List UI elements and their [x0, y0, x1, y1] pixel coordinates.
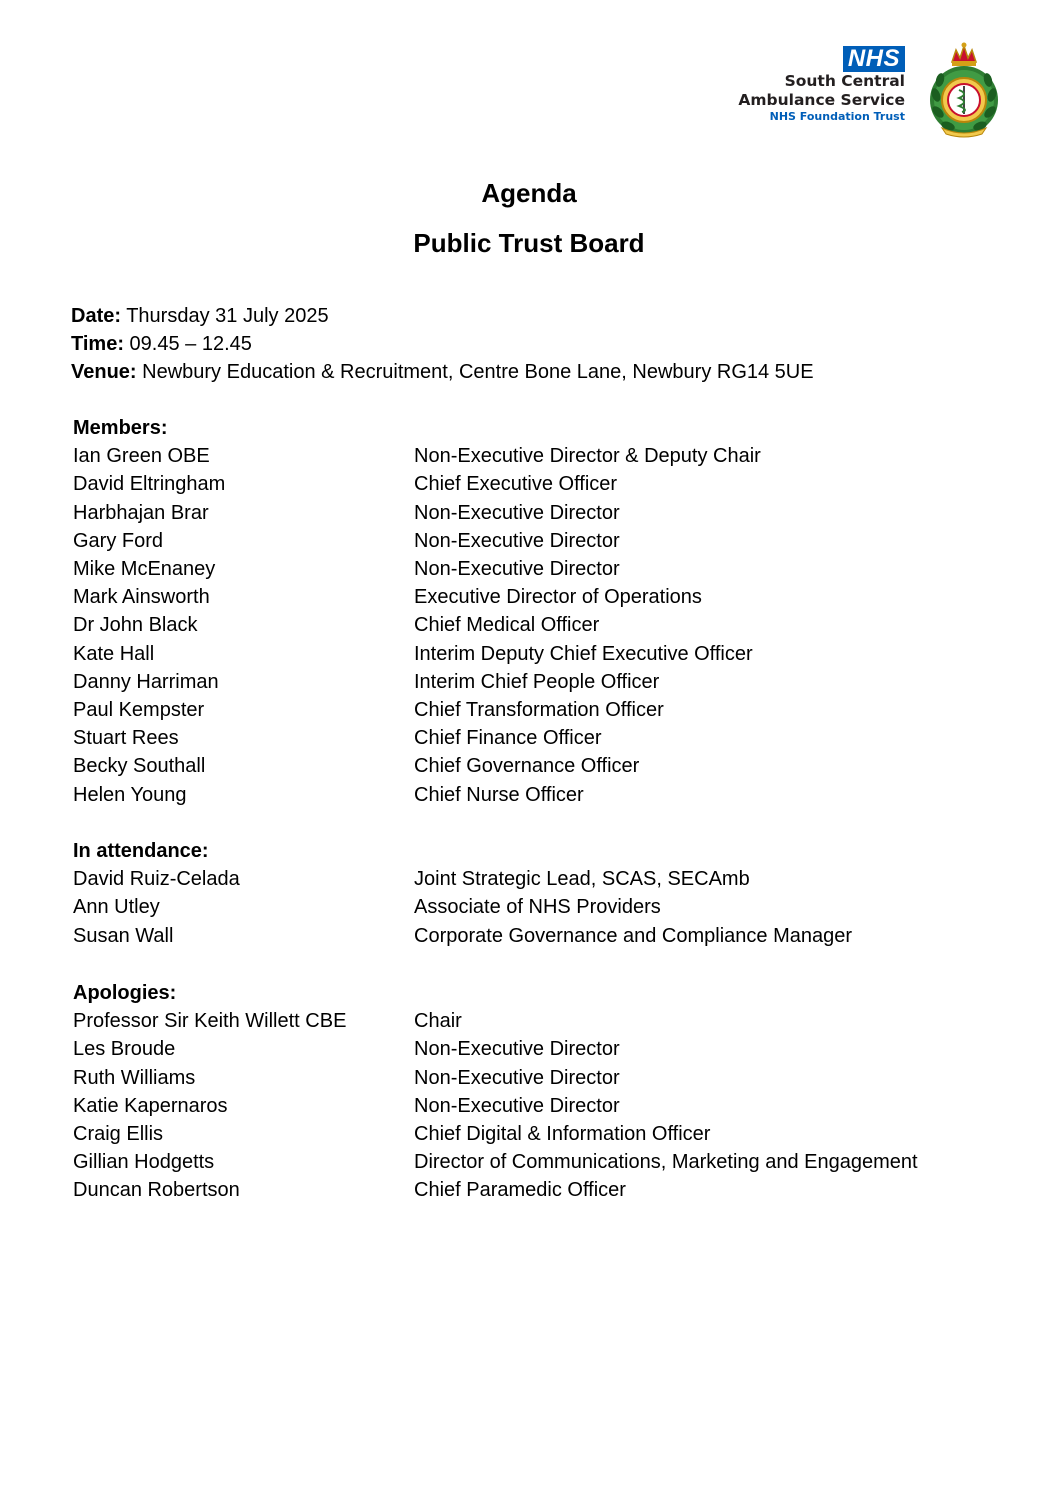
date-value: Thursday 31 July 2025: [126, 305, 329, 327]
document-title: Agenda: [481, 178, 577, 208]
person-role: Chief Paramedic Officer: [414, 1179, 626, 1202]
person-role: Executive Director of Operations: [414, 586, 702, 609]
person-name: Gary Ford: [73, 529, 164, 552]
person-role: Non-Executive Director: [414, 1094, 620, 1117]
person-name: Katie Kapernaros: [73, 1094, 228, 1117]
section-heading: In attendance:: [73, 840, 209, 862]
org-name-line1: South Central: [784, 72, 905, 90]
list-item: [73, 724, 1013, 752]
list-item: [73, 1092, 1013, 1120]
person-role: Joint Strategic Lead, SCAS, SECAmb: [414, 868, 750, 891]
person-name: Gillian Hodgetts: [73, 1151, 215, 1174]
person-name: Susan Wall: [73, 924, 174, 947]
meeting-date: [71, 302, 329, 330]
person-name: Stuart Rees: [73, 727, 179, 750]
person-role: Non-Executive Director: [414, 1038, 620, 1061]
person-name: Mike McEnaney: [73, 558, 216, 581]
apologies-list: [73, 1007, 1013, 1204]
meeting-time: [71, 330, 252, 358]
person-name: Harbhajan Brar: [73, 501, 209, 524]
list-item: [73, 470, 1013, 498]
person-role: Director of Communications, Marketing and Engagement: [414, 1151, 918, 1174]
person-role: Chief Transformation Officer: [414, 699, 664, 722]
person-role: Interim Deputy Chief Executive Officer: [414, 642, 753, 665]
list-item: [73, 555, 1013, 583]
list-item: [73, 527, 1013, 555]
person-name: David Eltringham: [73, 473, 226, 496]
venue-value: Newbury Education & Recruitment, Centre Bone Lane, Newbury RG14 5UE: [142, 361, 814, 383]
person-name: Helen Young: [73, 783, 187, 806]
list-item: [73, 668, 1013, 696]
attendance-list: [73, 865, 1013, 950]
time-label: Time:: [71, 333, 124, 355]
person-name: Ruth Williams: [73, 1066, 196, 1089]
apologies-section: [73, 979, 1013, 1205]
list-item: [73, 1120, 1013, 1148]
org-name-line3: NHS Foundation Trust: [769, 110, 905, 123]
person-role: Chief Executive Officer: [414, 473, 618, 496]
person-role: Interim Chief People Officer: [414, 670, 660, 693]
person-name: Danny Harriman: [73, 670, 219, 693]
person-role: Non-Executive Director & Deputy Chair: [414, 445, 761, 468]
list-item: [73, 1176, 1013, 1204]
meeting-title: Public Trust Board: [413, 228, 645, 258]
section-heading: Members:: [73, 417, 168, 439]
list-item: [73, 865, 1013, 893]
crest-emblem-icon: [926, 40, 1002, 138]
person-role: Non-Executive Director: [414, 501, 620, 524]
person-role: Non-Executive Director: [414, 529, 620, 552]
meeting-venue: [71, 358, 814, 386]
person-role: Chair: [414, 1010, 462, 1033]
list-item: [73, 1064, 1013, 1092]
person-role: Non-Executive Director: [414, 558, 620, 581]
person-name: Craig Ellis: [73, 1123, 164, 1146]
list-item: [73, 893, 1013, 921]
section-heading: Apologies:: [73, 982, 177, 1004]
person-role: Chief Digital & Information Officer: [414, 1123, 711, 1146]
list-item: [73, 583, 1013, 611]
person-name: Dr John Black: [73, 614, 198, 637]
list-item: [73, 442, 1013, 470]
person-name: Ian Green OBE: [73, 445, 210, 468]
person-name: Mark Ainsworth: [73, 586, 210, 609]
list-item: [73, 1007, 1013, 1035]
person-role: Associate of NHS Providers: [414, 896, 661, 919]
members-list: [73, 442, 1013, 809]
person-role: Chief Nurse Officer: [414, 783, 584, 806]
person-name: Duncan Robertson: [73, 1179, 240, 1202]
person-role: Non-Executive Director: [414, 1066, 620, 1089]
nhs-logo-badge: NHS: [843, 46, 905, 72]
person-role: Chief Governance Officer: [414, 755, 640, 778]
person-name: Kate Hall: [73, 642, 155, 665]
list-item: [73, 696, 1013, 724]
person-role: Corporate Governance and Compliance Manager: [414, 924, 853, 947]
date-label: Date:: [71, 305, 122, 327]
org-name-line2: Ambulance Service: [738, 91, 905, 109]
attendance-section: [73, 837, 1013, 950]
person-name: Les Broude: [73, 1038, 176, 1061]
list-item: [73, 1035, 1013, 1063]
list-item: [73, 1148, 1013, 1176]
list-item: [73, 611, 1013, 639]
person-name: David Ruiz-Celada: [73, 868, 240, 891]
venue-label: Venue:: [71, 361, 137, 383]
person-name: Ann Utley: [73, 896, 160, 919]
organisation-logo: [738, 46, 905, 124]
person-role: Chief Medical Officer: [414, 614, 600, 637]
list-item: [73, 640, 1013, 668]
list-item: [73, 499, 1013, 527]
members-section: [73, 414, 1013, 809]
list-item: [73, 922, 1013, 950]
person-role: Chief Finance Officer: [414, 727, 602, 750]
person-name: Paul Kempster: [73, 699, 205, 722]
list-item: [73, 781, 1013, 809]
list-item: [73, 752, 1013, 780]
person-name: Becky Southall: [73, 755, 206, 778]
person-name: Professor Sir Keith Willett CBE: [73, 1010, 347, 1033]
time-value: 09.45 – 12.45: [129, 333, 252, 355]
